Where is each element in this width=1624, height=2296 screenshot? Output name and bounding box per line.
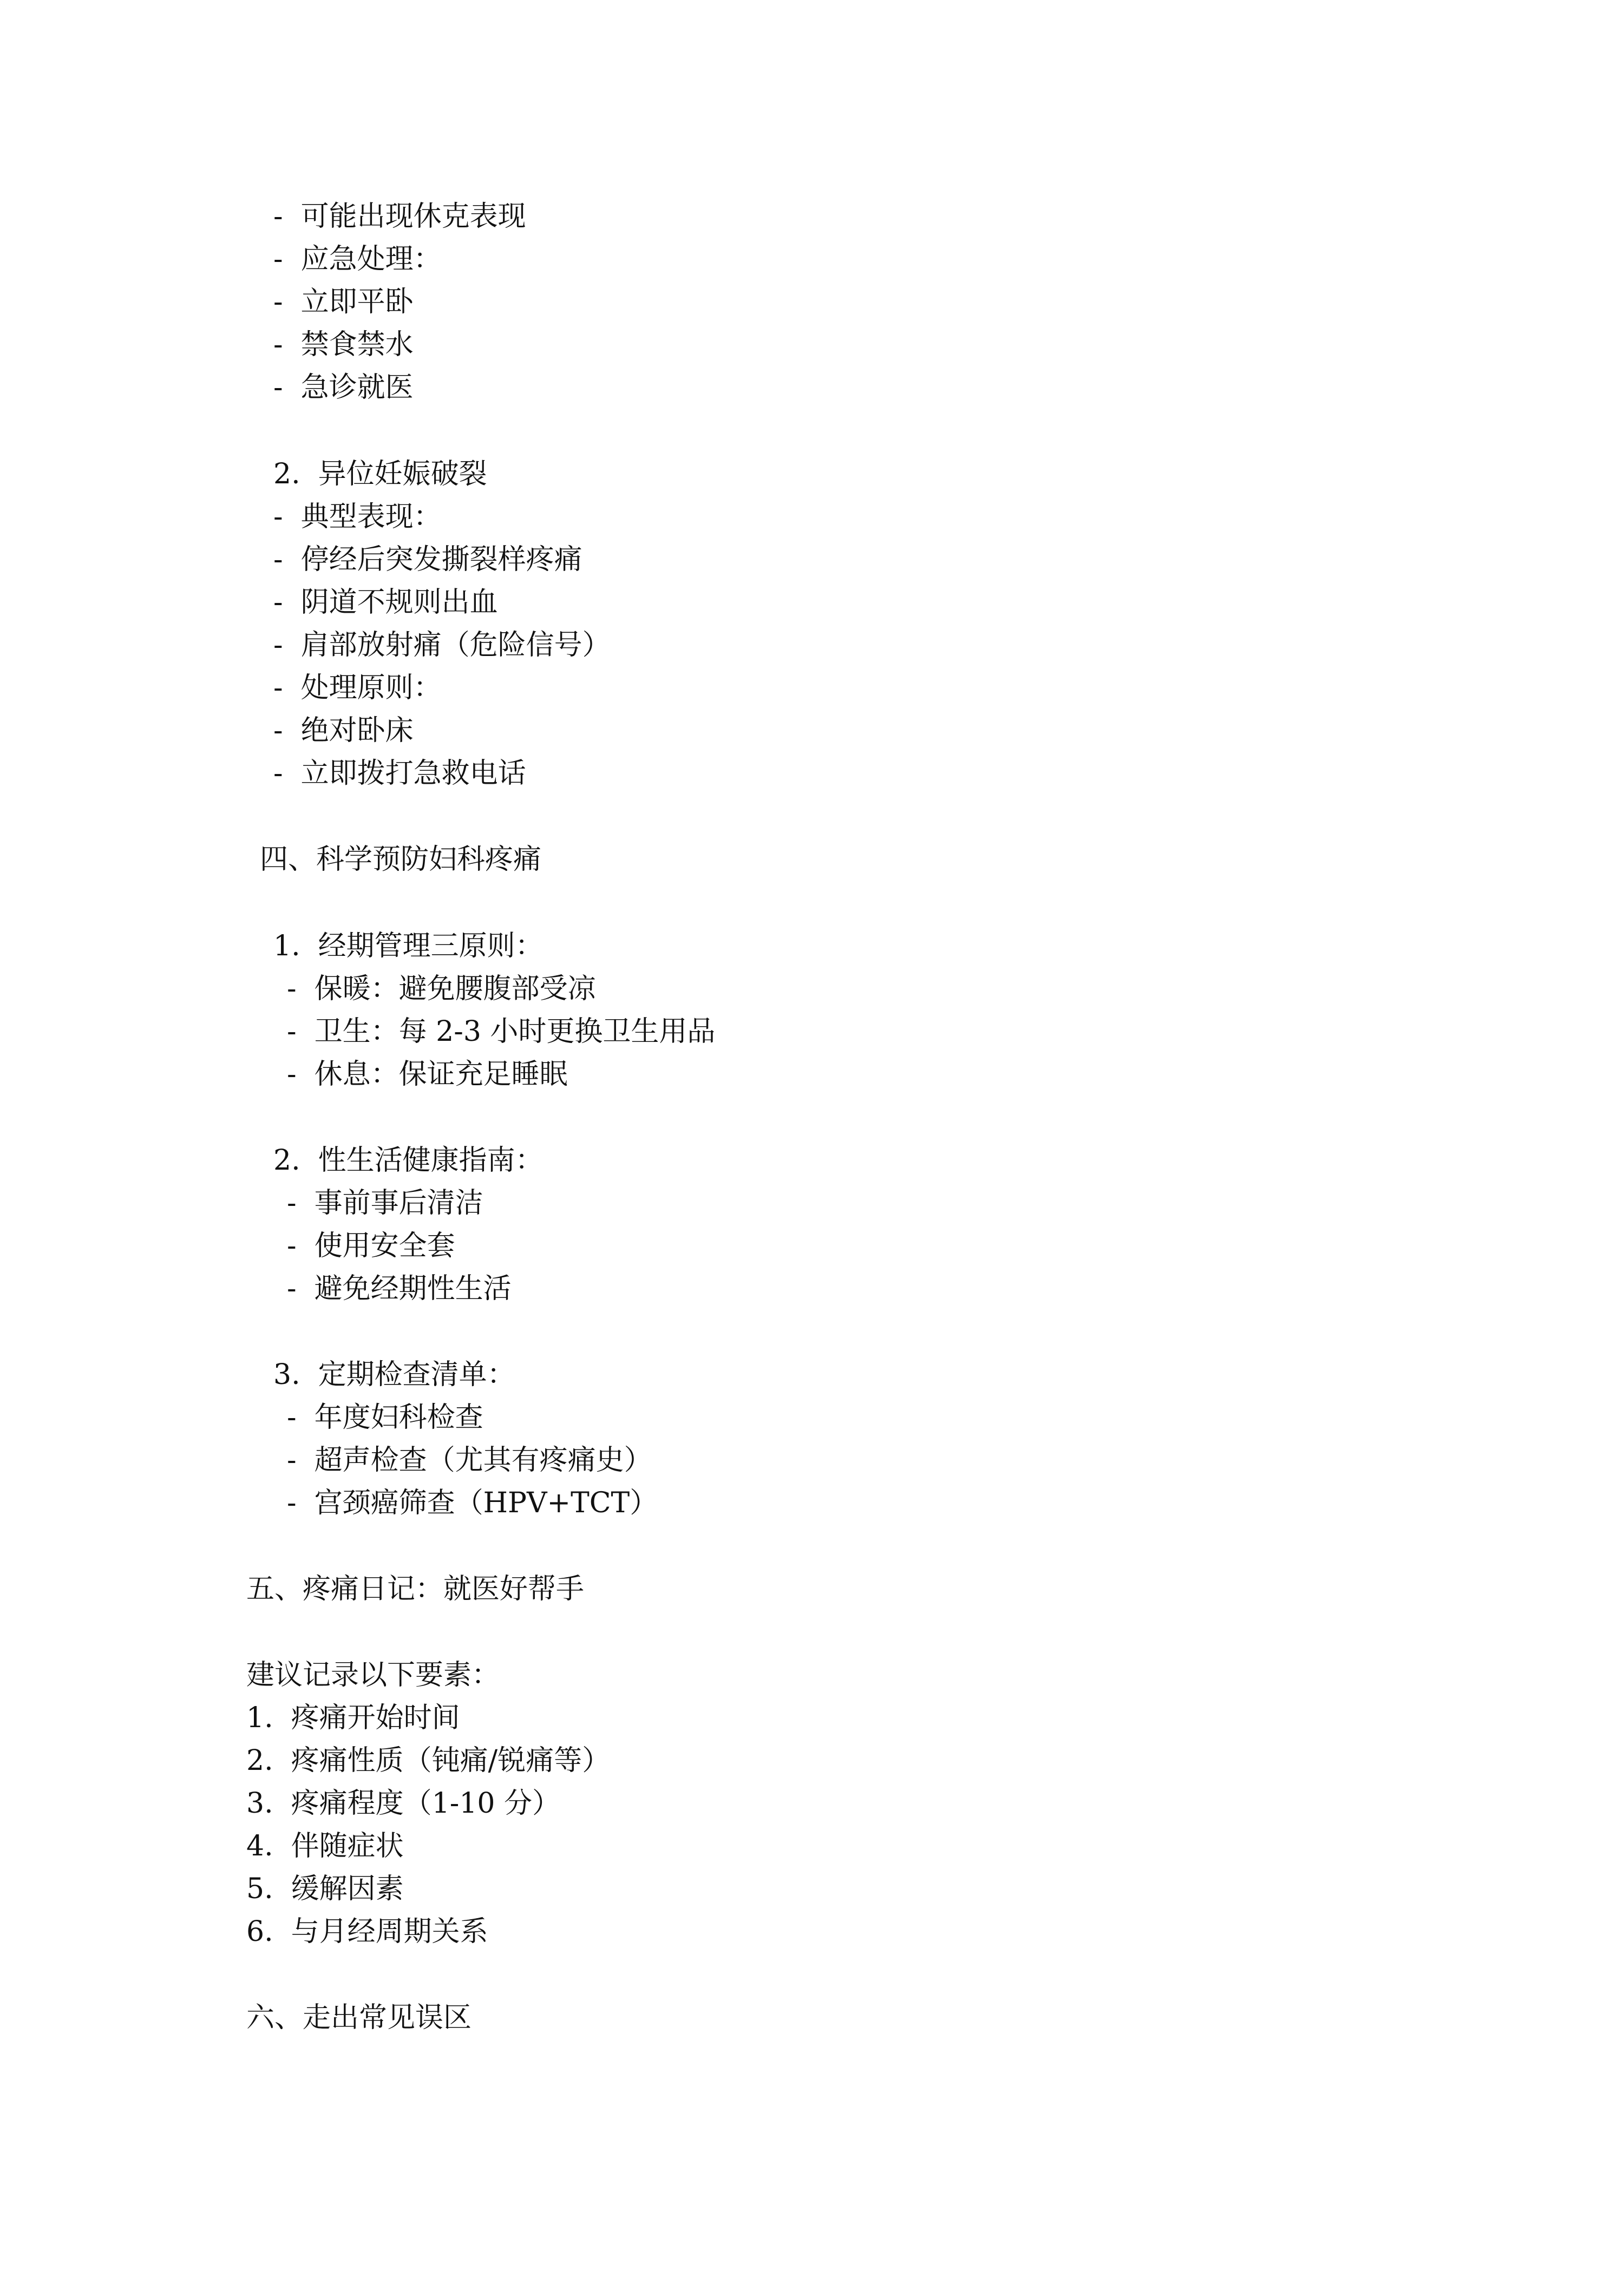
list-item: 3. 疼痛程度（1-10 分） [246,1787,561,1820]
list-item: - 使用安全套 [287,1230,455,1262]
list-item-title: 3. 定期检查清单： [273,1359,515,1391]
list-item: - 保暖：避免腰腹部受凉 [287,973,596,1005]
list-item: - 绝对卧床 [273,714,414,747]
list-item: - 处理原则： [273,672,442,704]
list-item: - 立即平卧 [273,286,414,318]
list-item: - 阴道不规则出血 [273,586,498,619]
list-item: - 典型表现： [273,501,442,533]
section-heading: 五、疼痛日记：就医好帮手 [246,1573,585,1605]
section-heading: 六、走出常见误区 [246,2002,472,2034]
list-item: - 可能出现休克表现 [273,200,526,233]
section-heading: 四、科学预防妇科疼痛 [260,843,542,876]
list-item: - 避免经期性生活 [287,1272,512,1305]
list-item: - 禁食禁水 [273,329,414,361]
list-item: - 事前事后清洁 [287,1187,483,1219]
list-item: - 急诊就医 [273,371,414,404]
list-item: - 立即拨打急救电话 [273,757,526,790]
list-item: 6. 与月经周期关系 [246,1915,488,1948]
list-item: - 宫颈癌筛查（HPV+TCT） [287,1487,658,1519]
paragraph: 建议记录以下要素： [246,1659,500,1691]
list-item: - 应急处理： [273,243,442,275]
list-item: - 卫生：每 2-3 小时更换卫生用品 [287,1015,716,1048]
list-item-title: 2. 异位妊娠破裂 [273,458,487,490]
list-item: - 年度妇科检查 [287,1401,483,1434]
list-item: 4. 伴随症状 [246,1830,404,1862]
list-item: - 停经后突发撕裂样疼痛 [273,543,582,576]
list-item: 5. 缓解因素 [246,1873,404,1905]
list-item: 2. 疼痛性质（钝痛/锐痛等） [246,1744,611,1777]
list-item: - 休息：保证充足睡眠 [287,1058,568,1091]
list-item-title: 1. 经期管理三原则： [273,930,543,962]
list-item: - 肩部放射痛（危险信号） [273,629,611,661]
list-item-title: 2. 性生活健康指南： [273,1144,543,1177]
list-item: 1. 疼痛开始时间 [246,1702,460,1734]
list-item: - 超声检查（尤其有疼痛史） [287,1444,652,1477]
